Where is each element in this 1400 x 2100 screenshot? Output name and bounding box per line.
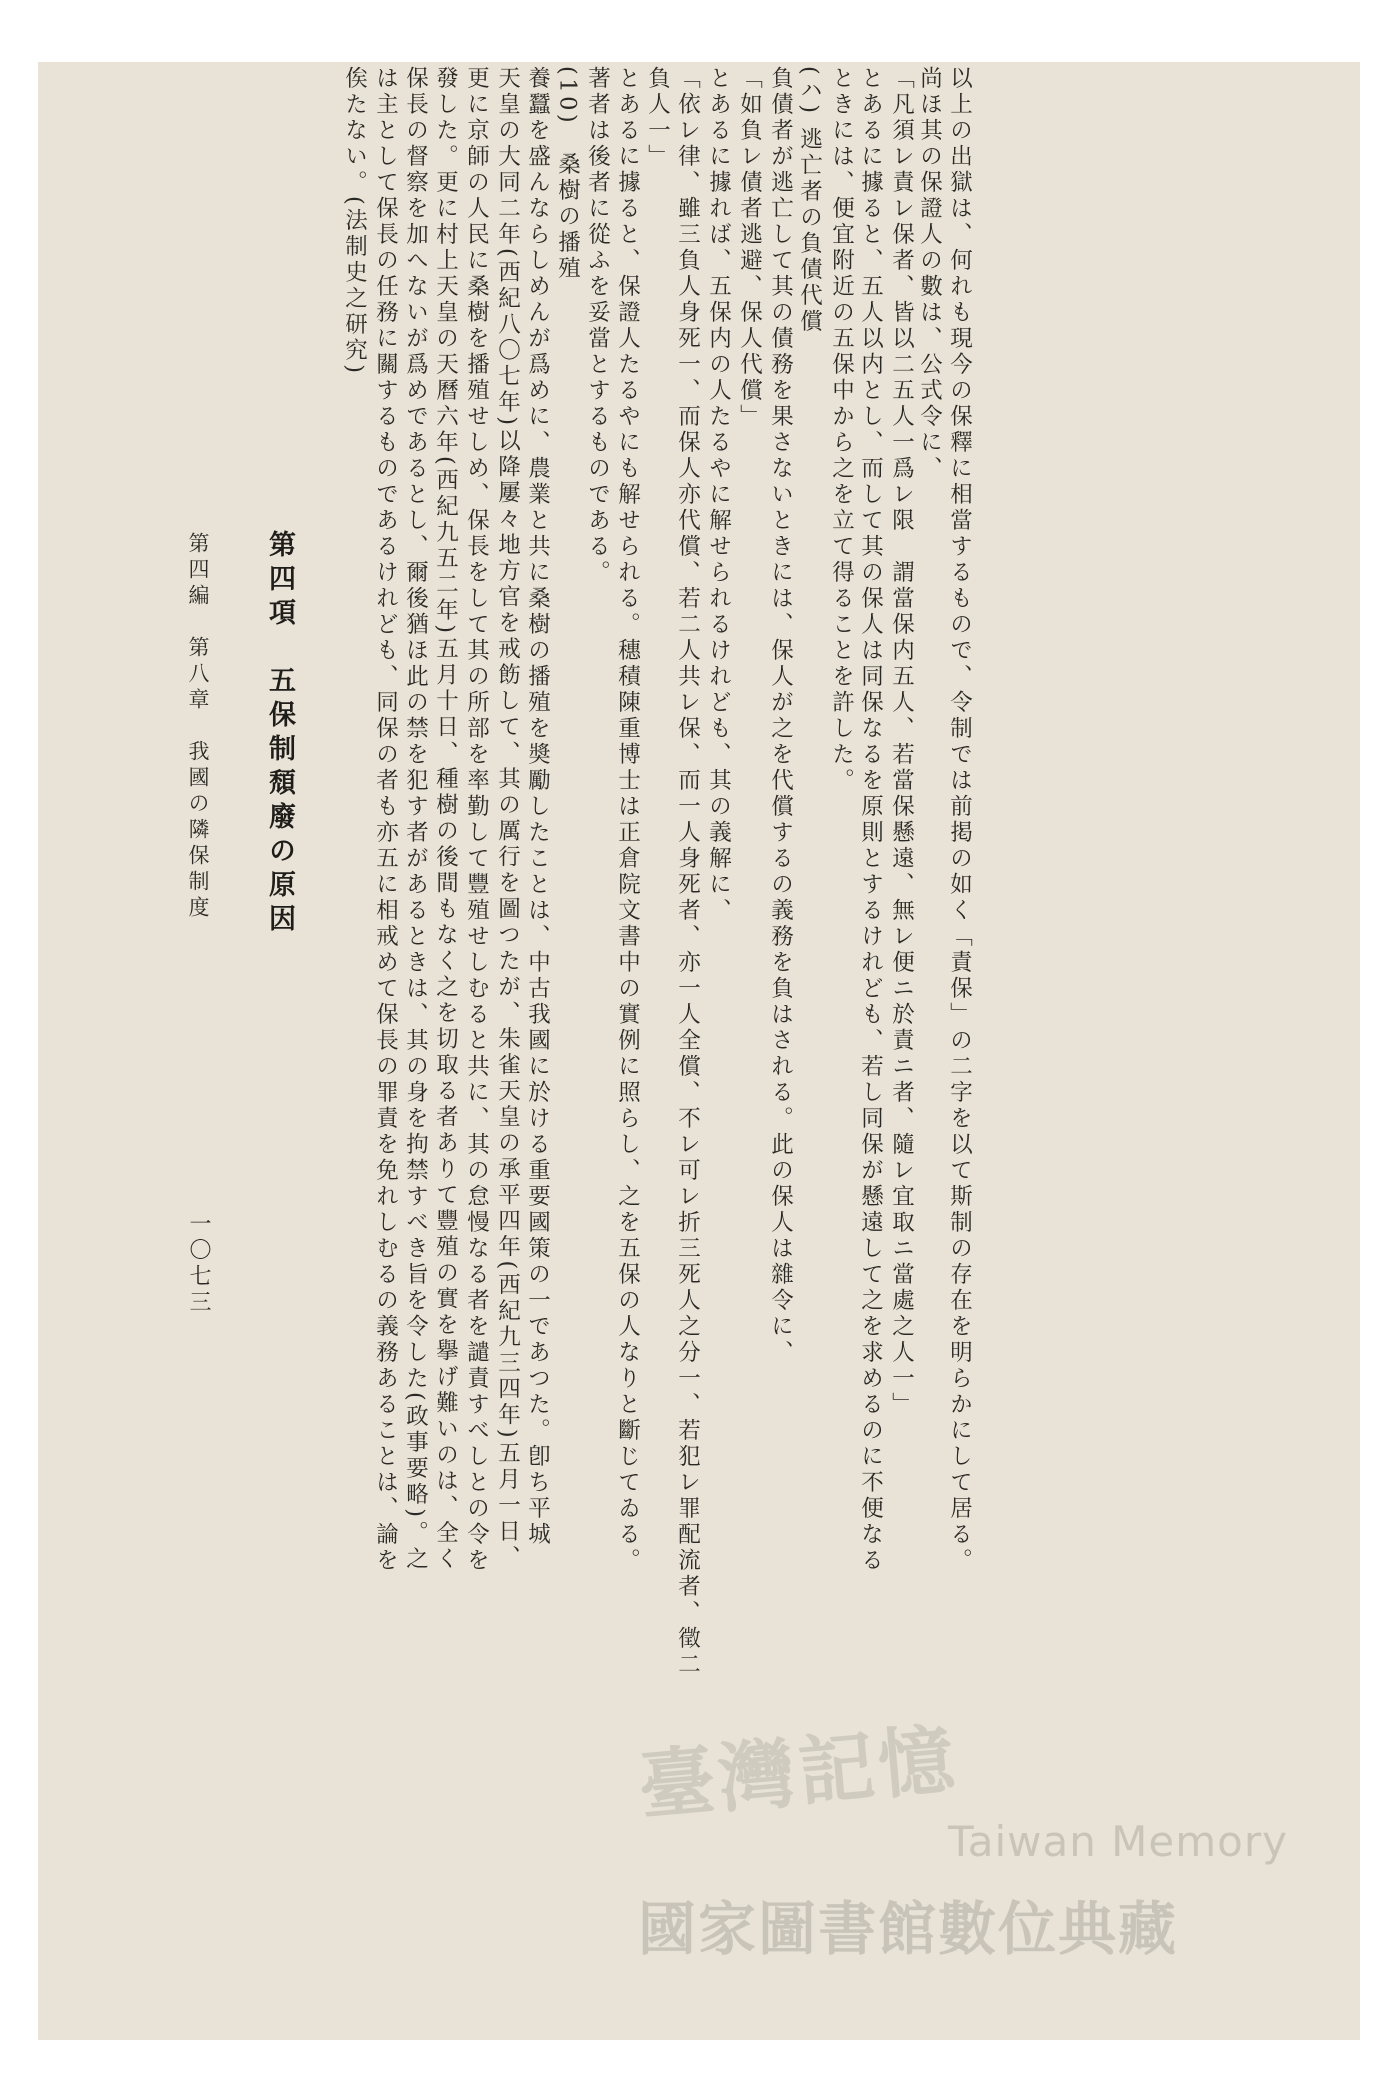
text-column: 保長の督察を加へないが爲めであるとし、爾後猶ほ此の禁を犯す者があるときは、其の身を拘禁すべき旨を令した(政事要略)。之 <box>402 66 429 1573</box>
text-column: 天皇の大同二年(西紀八〇七年)以降屢々地方官を戒飭して、其の厲行を圖つたが、朱雀天皇の承平四年(西紀九三四年)五月一日、 <box>494 66 521 1572</box>
watermark-logo-english: Taiwan Memory <box>948 1817 1288 1866</box>
text-column: 更に京師の人民に桑樹を播殖せしめ、保長をして其の所部を率勤して豐殖せしむると共に、其の怠慢なる者を譴責すべしとの令を <box>463 66 490 1574</box>
text-column: 「依レ律、雖三負人身死一、而保人亦代償、若二人共レ保、而一人身死者、亦一人全償、不レ可レ折三死人之分一、若犯レ罪配流者、徵二 <box>674 66 701 1678</box>
text-column: は主として保長の任務に關するものであるけれども、同保の者も亦五に相戒めて保長の罪責を免れしむるの義務あることは、論を <box>372 66 399 1574</box>
text-column: ときには、便宜附近の五保中から之を立て得ることを許した。 <box>828 66 855 794</box>
running-footer: 第四編 第八章 我國の隣保制度 <box>186 532 210 922</box>
text-column: とあるに據ると、保證人たるやにも解せられる。穗積陳重博士は正倉院文書中の實例に照らし、之を五保の人なりと斷じてゐる。 <box>614 66 641 1574</box>
text-column: 著者は後者に從ふを妥當とするものである。 <box>584 66 611 586</box>
scanned-page <box>38 62 1360 2040</box>
page-number: 一〇七三 <box>186 1212 211 1316</box>
text-column: 養蠶を盛んならしめんが爲めに、農業と共に桑樹の播殖を奬勵したことは、中古我國に於ける重要國策の一であつた。卽ち平城 <box>524 66 551 1548</box>
text-column: 負債者が逃亡して其の債務を果さないときには、保人が之を代償するの義務を負はされる。此の保人は雜令に、 <box>767 66 794 1366</box>
text-column: とあるに據れば、五保内の人たるやに解せられるけれども、其の義解に、 <box>705 66 732 924</box>
section-heading: 第四項 五保制頹廢の原因 <box>264 530 295 938</box>
text-column: 以上の出獄は、何れも現今の保釋に相當するもので、令制では前掲の如く「責保」の二字を以て斯制の存在を明らかにして居る。 <box>946 66 973 1574</box>
text-column: (ハ) 逃亡者の負債代償 <box>796 66 823 336</box>
text-column: 「凡須レ責レ保者、皆以二五人一爲レ限 謂當保内五人、若當保懸遠、無レ便ニ於責ニ者、隨レ宜取ニ當處之人一」 <box>888 66 915 1418</box>
text-column: (10) 桑樹の播殖 <box>554 66 581 283</box>
text-column: 「如負レ債者逃避、保人代償」 <box>736 66 763 430</box>
watermark-institution: 國家圖書館數位典藏 <box>638 1895 1179 1963</box>
watermark-logo-calligraphy: 臺灣記憶 <box>635 1714 962 1831</box>
text-column: 發した。更に村上天皇の天曆六年(西紀九五二年)五月十日、種樹の後間もなく之を切取る者ありて豐殖の實を擧げ難いのは、全く <box>432 66 459 1573</box>
text-column: 尚ほ其の保證人の數は、公式令に、 <box>916 66 943 482</box>
text-column: 俟たない。(法制史之研究) <box>341 66 368 377</box>
text-column: とあるに據ると、五人以内とし、而して其の保人は同保なるを原則とするけれども、若し同保が懸遠して之を求めるのに不便なる <box>857 66 884 1574</box>
text-column: 負人一」 <box>644 66 671 170</box>
